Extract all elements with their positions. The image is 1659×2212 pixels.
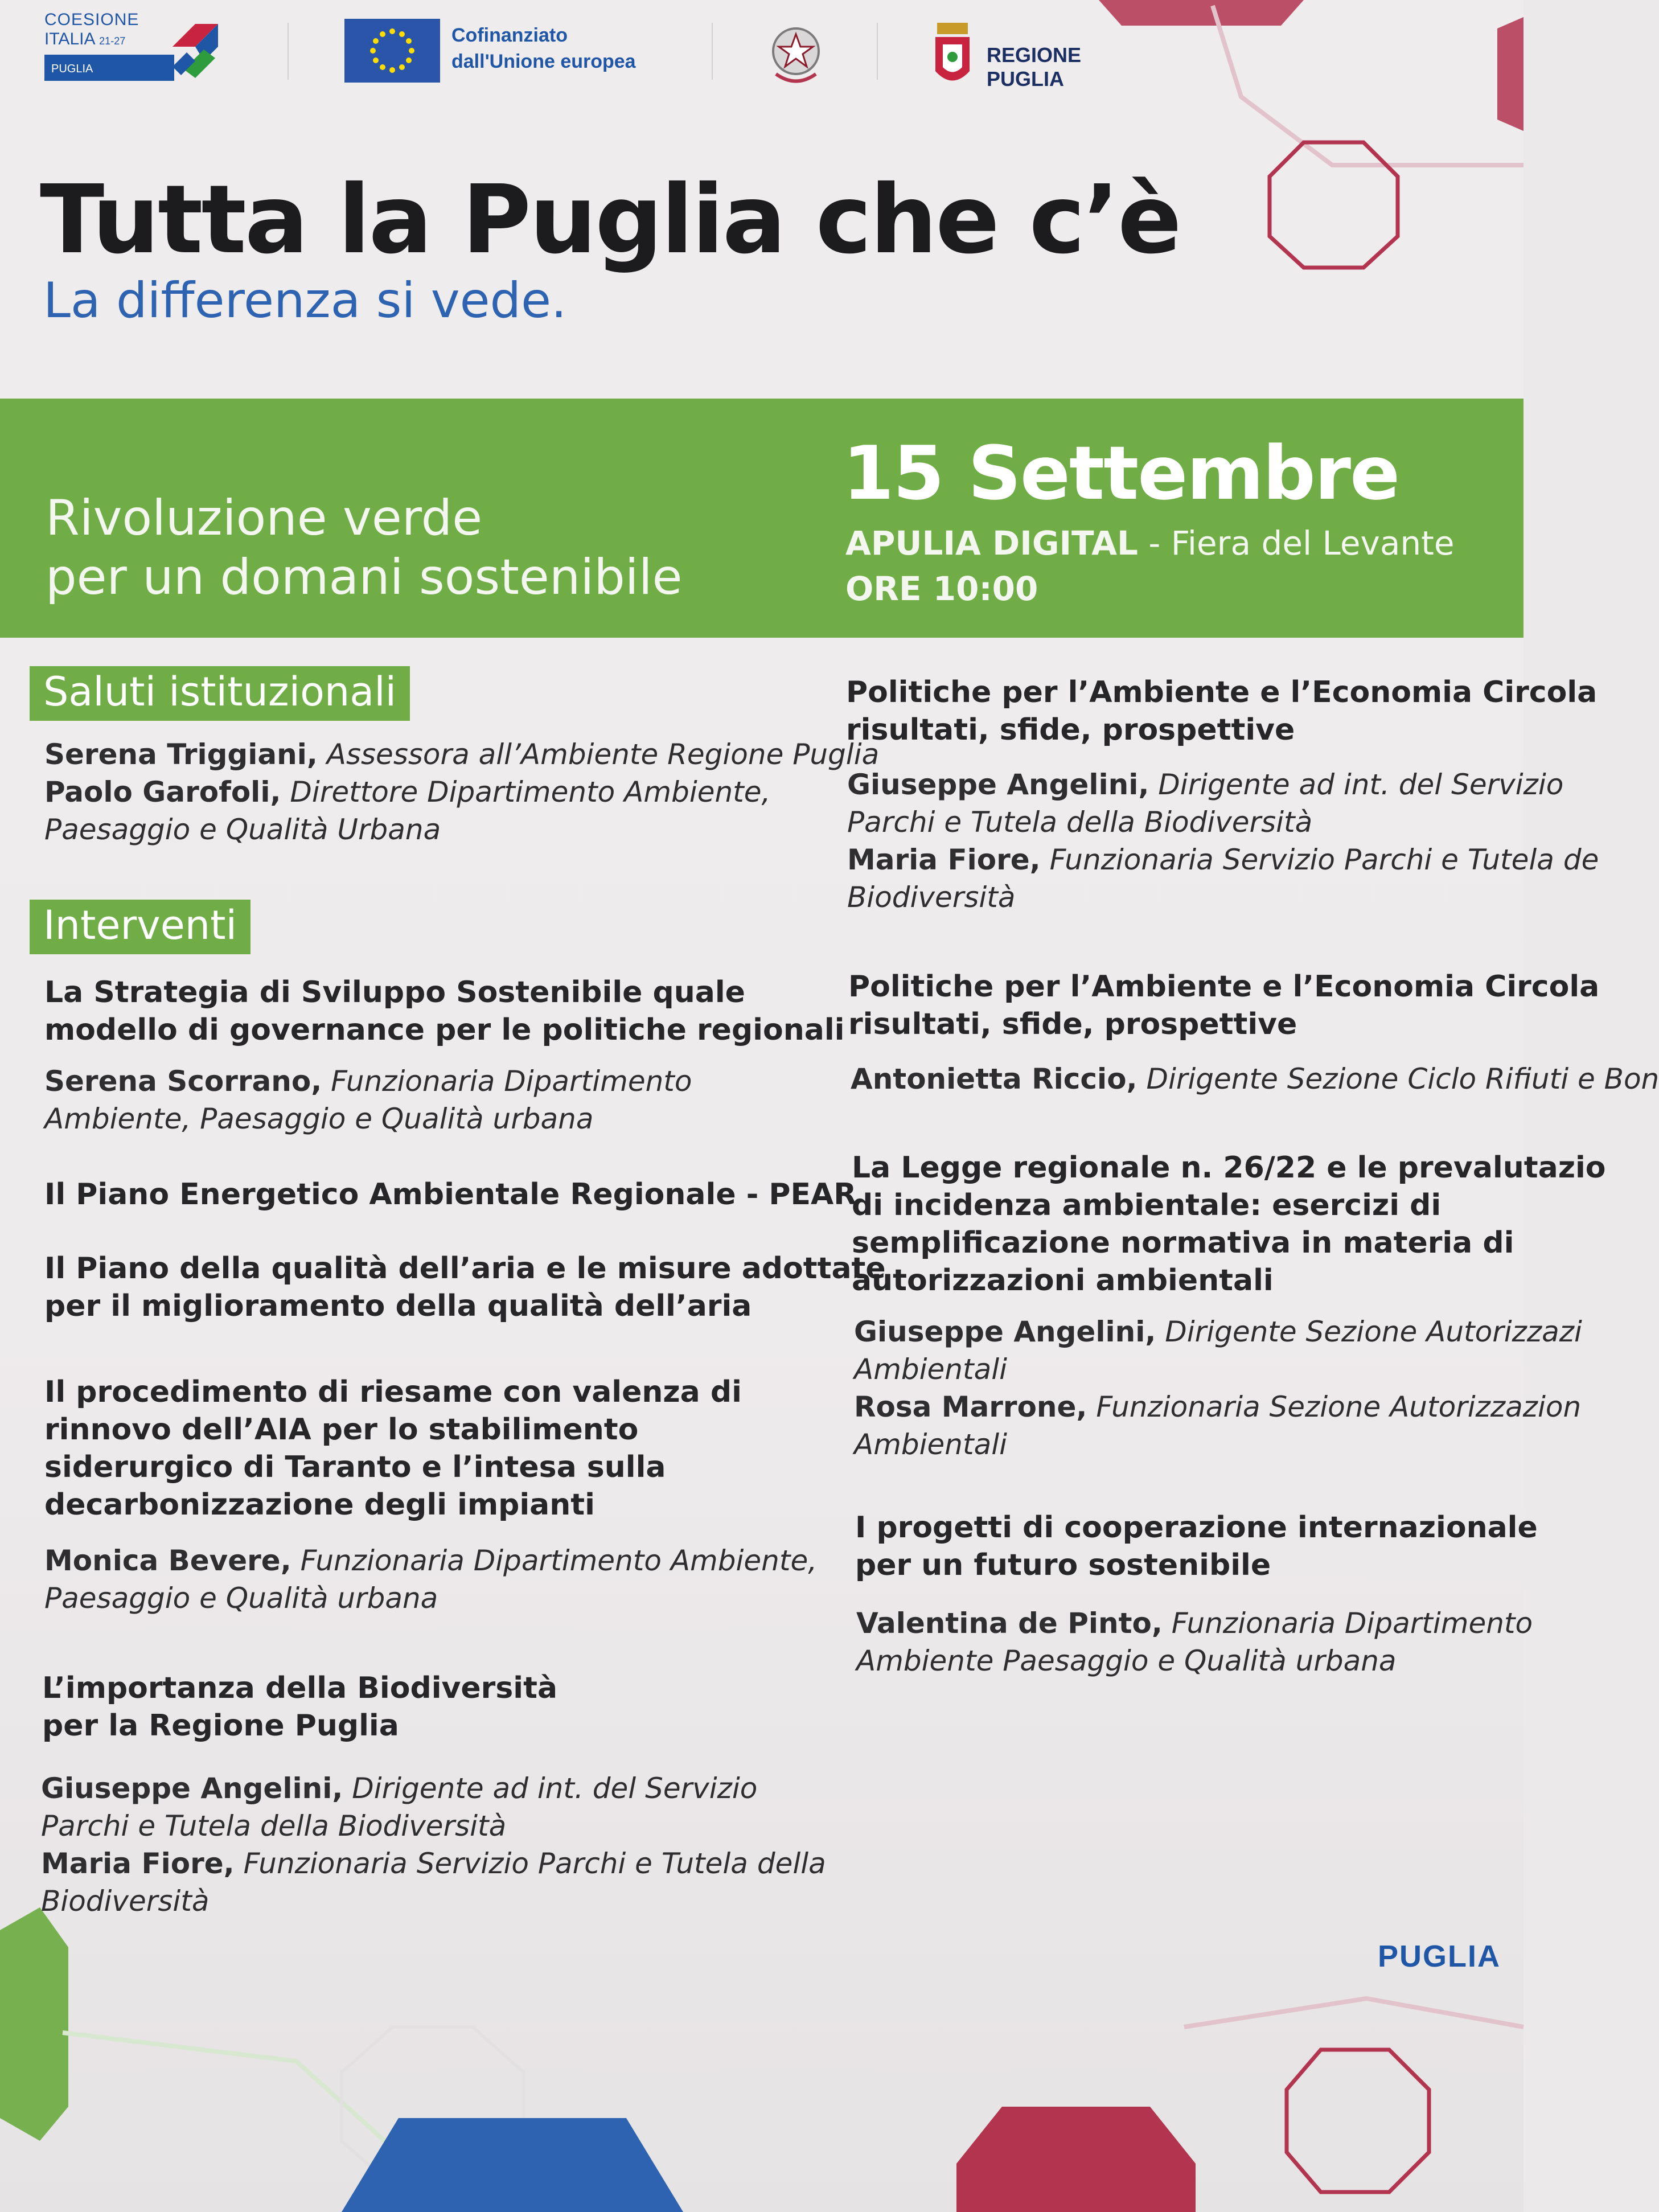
venue-location: - Fiera del Levante [1138,524,1455,563]
talk-title: La Legge regionale n. 26/22 e le prevalutazio [852,1151,1606,1185]
speaker-role: Ambiente, Paesaggio e Qualità urbana [44,1102,594,1135]
speaker-role-cont [44,811,441,848]
speaker-name: Monica Bevere, [44,1544,291,1577]
event-venue [845,524,1455,563]
speaker-role: Funzionaria Servizio Parchi e Tutela della [243,1847,826,1880]
speaker-role-cont [854,1351,1007,1388]
event-date: 15 Settembre [843,430,1399,516]
talk-title: modello di governance per le politiche regionali [44,1013,845,1047]
speaker-name: Serena Scorrano, [44,1065,322,1098]
talk-title: per la Regione Puglia [42,1709,399,1743]
speaker-role-cont [854,1426,1007,1463]
interventi-tag: Interventi [30,900,251,954]
speaker-role: Dirigente Sezione Autorizzazi [1165,1315,1582,1348]
coesione-italia-logo [44,10,238,84]
speaker-role: Dirigente Sezione Ciclo Rifiuti e Bon [1146,1062,1659,1095]
speaker-line [847,766,1563,803]
venue-name: APULIA DIGITAL [845,524,1138,563]
logo-separator [288,23,289,80]
coesione-years: 21-27 [99,35,126,47]
eu-cofinanced-logo [344,19,663,84]
speaker-role-cont [41,1807,506,1845]
speaker-name: Serena Triggiani, [44,738,318,771]
speaker-line [854,1313,1582,1351]
eu-flag-icon [344,19,440,83]
event-time: ORE 10:00 [845,569,1038,608]
regione-label: REGIONE [987,43,1082,67]
talk-title: rinnovo dell’AIA per lo stabilimento [44,1413,639,1447]
talk-title: siderurgico di Taranto e l’intesa sulla [44,1450,666,1484]
speaker-line [44,736,879,773]
speaker-name: Giuseppe Angelini, [854,1315,1156,1348]
speaker-role: Ambientali [854,1353,1008,1386]
speaker-role: Biodiversità [847,881,1016,914]
speaker-role: Paesaggio e Qualità Urbana [44,813,441,846]
speaker-role: Ambiente Paesaggio e Qualità urbana [856,1644,1397,1677]
saluti-tag: Saluti istituzionali [30,666,410,721]
speaker-role: Direttore Dipartimento Ambiente, [290,775,771,809]
talk-title: decarbonizzazione degli impianti [44,1488,595,1522]
talk-title: risultati, sfide, prospettive [846,713,1295,747]
coesione-label: COESIONE [44,10,139,29]
talk-title: autorizzazioni ambientali [852,1263,1274,1298]
speaker-role-cont [847,879,1016,916]
talk-title: Il Piano della qualità dell’aria e le misure adottate [44,1251,886,1286]
regione-puglia-shield-icon [933,23,972,90]
speaker-role: Parchi e Tutela della Biodiversità [41,1809,507,1842]
talk-title: Politiche per l’Ambiente e l’Economia Circola [846,675,1598,709]
logo-separator [712,23,713,80]
talk-title: L’importanza della Biodiversità [42,1671,558,1705]
talk-title: semplificazione normativa in materia di [852,1226,1514,1260]
talk-title: per il miglioramento della qualità dell’aria [44,1289,752,1323]
poster-title: Tutta la Puglia che c’è [40,165,1180,275]
talk-title: risultati, sfide, prospettive [848,1007,1297,1041]
speaker-name: Valentina de Pinto, [856,1607,1163,1640]
regione-puglia-label: PUGLIA [987,67,1065,91]
event-theme-line2: per un domani sostenibile [46,549,683,606]
poster-subtitle: La differenza si vede. [43,272,567,329]
speaker-name: Rosa Marrone, [854,1390,1087,1423]
speaker-role-cont [44,1100,593,1138]
speaker-name: Antonietta Riccio, [851,1062,1138,1095]
speaker-line [44,1542,817,1579]
event-theme-line1: Rivoluzione verde [46,490,483,547]
speaker-line [44,1062,692,1100]
speaker-name: Maria Fiore, [847,843,1041,876]
speaker-line [854,1388,1581,1426]
speaker-role: Funzionaria Dipartimento [331,1065,692,1098]
speaker-role-cont [847,803,1312,841]
speaker-role: Ambientali [854,1428,1008,1461]
speaker-name: Giuseppe Angelini, [847,768,1149,801]
speaker-role-cont [44,1579,438,1617]
eu-union-text: dall'Unione europea [451,51,636,72]
talk-title: di incidenza ambientale: esercizi di [852,1188,1442,1222]
speaker-name: Paolo Garofoli, [44,775,281,809]
speaker-name: Maria Fiore, [41,1847,235,1880]
speaker-role: Funzionaria Servizio Parchi e Tutela de [1049,843,1599,876]
talk-title: Politiche per l’Ambiente e l’Economia Circola [848,970,1600,1004]
coesione-italia-label [44,30,125,49]
speaker-name: Giuseppe Angelini, [41,1772,343,1805]
eu-cofinanced-text: Cofinanziato [451,24,568,46]
italia-word: ITALIA [44,30,95,48]
speaker-line [856,1604,1533,1642]
speaker-role-cont [856,1642,1397,1680]
speaker-role: Paesaggio e Qualità urbana [44,1582,438,1615]
talk-title: I progetti di cooperazione internazionale [855,1511,1538,1545]
talk-title: per un futuro sostenibile [855,1548,1271,1582]
puglia-footer-brand: PUGLIA [1378,1939,1501,1973]
speaker-line [41,1845,826,1882]
speaker-role: Biodiversità [41,1885,210,1918]
logo-separator [877,23,878,80]
coesione-puglia-bar: PUGLIA [44,55,174,81]
speaker-role: Funzionaria Dipartimento [1171,1607,1533,1640]
speaker-role: Dirigente ad int. del Servizio [352,1772,758,1805]
speaker-line [847,841,1599,879]
italian-republic-emblem-icon [767,23,824,88]
talk-title: La Strategia di Sviluppo Sostenibile quale [44,975,745,1009]
speaker-role: Assessora all’Ambiente Regione Puglia [326,738,880,771]
speaker-role: Dirigente ad int. del Servizio [1158,768,1564,801]
speaker-role-cont [41,1882,210,1920]
speaker-role: Funzionaria Sezione Autorizzazion [1096,1390,1582,1423]
speaker-line [41,1770,757,1807]
talk-title: Il procedimento di riesame con valenza di [44,1375,742,1409]
speaker-role: Parchi e Tutela della Biodiversità [847,806,1313,839]
talk-title: Il Piano Energetico Ambientale Regionale - PEAR [44,1177,857,1212]
coesione-logo-icon [161,13,235,87]
regione-puglia-logo [933,23,1103,97]
speaker-line [851,1060,1659,1098]
speaker-role: Funzionaria Dipartimento Ambiente, [300,1544,818,1577]
speaker-line [44,773,770,811]
